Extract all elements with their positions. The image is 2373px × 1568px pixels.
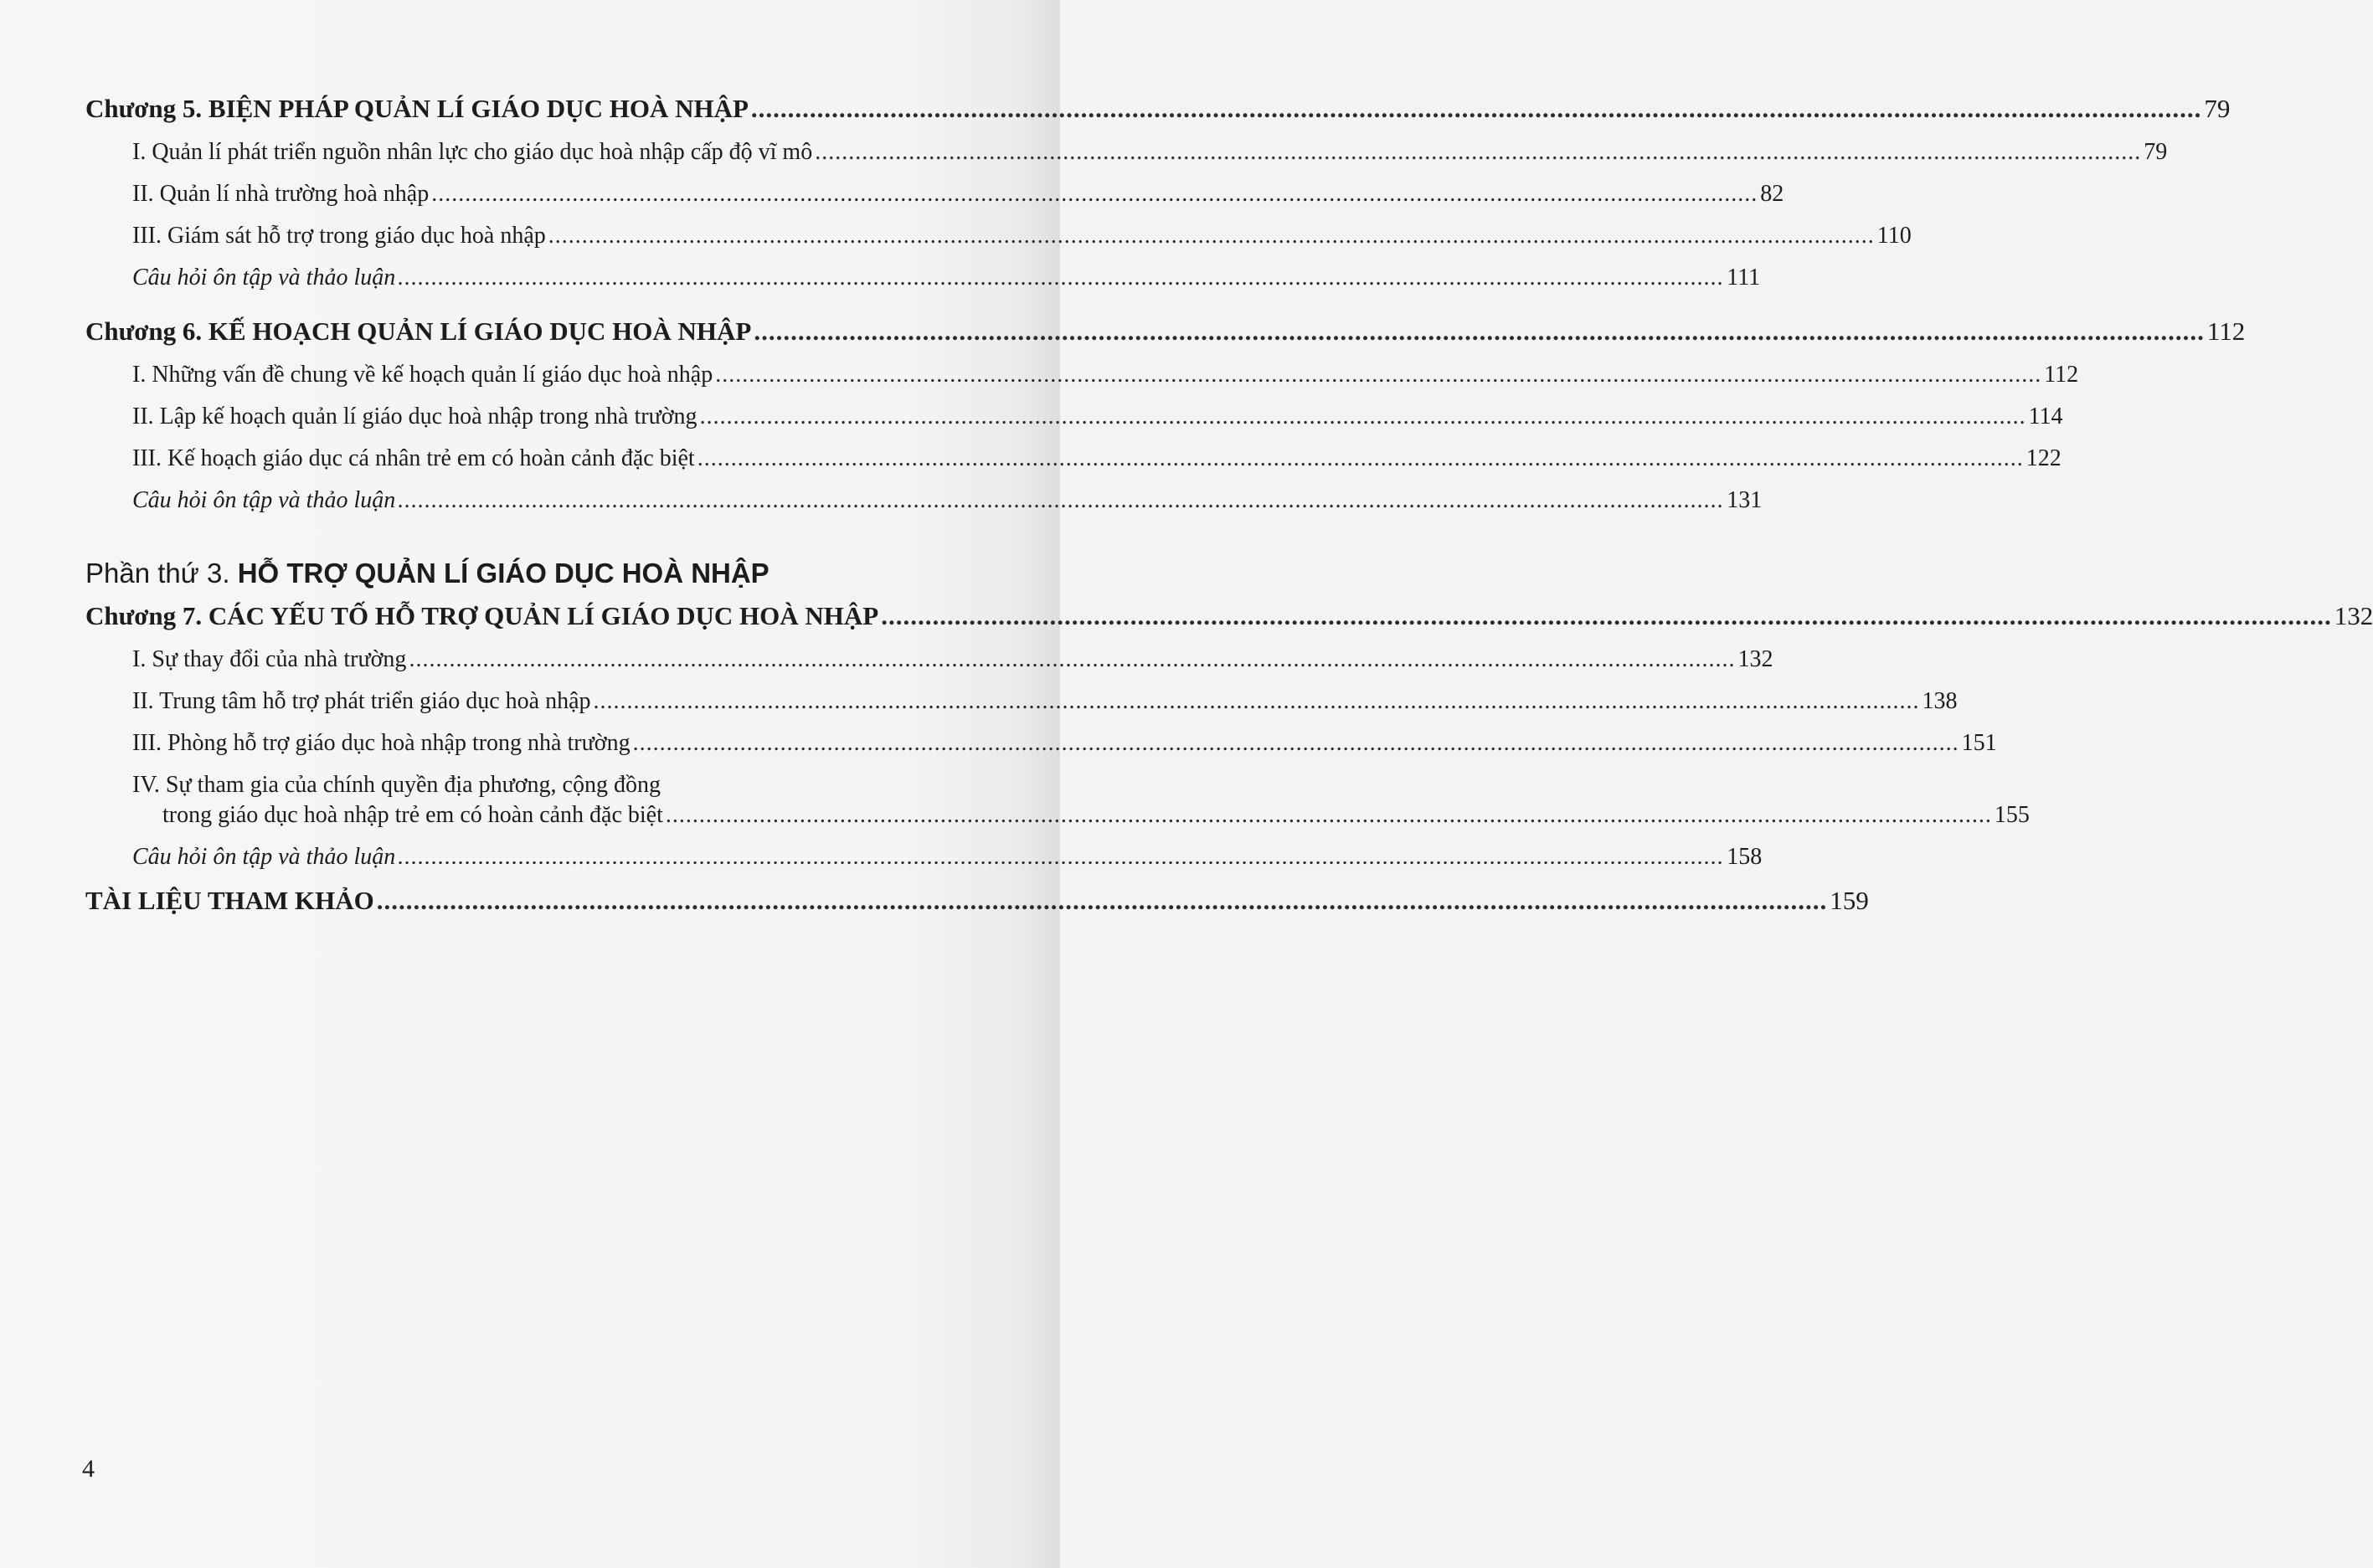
page-ref: 111 <box>1727 265 1761 290</box>
toc-references[interactable] <box>85 886 1869 916</box>
toc-item[interactable] <box>85 362 2079 388</box>
chapter-title: Chương 5. BIỆN PHÁP QUẢN LÍ GIÁO DỤC HOÀ NHẬP <box>85 94 749 123</box>
page-ref: 112 <box>2044 362 2079 388</box>
dot-leader: ...................................................................................................................................................................................................... <box>750 94 2202 123</box>
toc-item[interactable] <box>85 688 1958 715</box>
dot-leader: ...................................................................................................................................................................................................... <box>754 316 2205 346</box>
item-title: II. Quản lí nhà trường hoà nhập <box>132 181 430 207</box>
toc-chapter-5[interactable] <box>85 94 2231 124</box>
review-title: Câu hỏi ôn tập và thảo luận <box>132 265 396 290</box>
toc-item[interactable] <box>85 139 2168 166</box>
page-ref: 82 <box>1760 181 1784 207</box>
part-label: Phần thứ 3. <box>85 558 230 589</box>
page-number: 4 <box>82 1455 95 1483</box>
toc-review[interactable] <box>85 487 1763 514</box>
review-title: Câu hỏi ôn tập và thảo luận <box>132 487 396 513</box>
dot-leader: ...................................................................................................................................................................................................... <box>715 362 2042 388</box>
page-ref: 151 <box>1961 730 1997 756</box>
dot-leader: ...................................................................................................................................................................................................... <box>431 181 1758 207</box>
page-ref: 132 <box>1737 646 1773 672</box>
item-title: trong giáo dục hoà nhập trẻ em có hoàn cảnh đặc biệt <box>162 802 663 828</box>
page-ref: 159 <box>1830 886 1869 915</box>
dot-leader: ...................................................................................................................................................................................................... <box>593 688 1920 714</box>
item-title: III. Phòng hỗ trợ giáo dục hoà nhập trong nhà trường <box>132 730 631 756</box>
item-title: II. Trung tâm hỗ trợ phát triển giáo dục hoà nhập <box>132 688 591 714</box>
page-ref: 155 <box>1994 802 2030 828</box>
toc-item[interactable] <box>85 730 1997 757</box>
toc-item-4-line-1[interactable]: IV. Sự tham gia của chính quyền địa phương, cộng đồng <box>132 772 661 798</box>
page-ref: 110 <box>1876 223 1912 249</box>
page-ref: 158 <box>1727 844 1763 870</box>
toc-item[interactable] <box>85 181 1784 208</box>
dot-leader: ...................................................................................................................................................................................................... <box>697 445 2024 471</box>
page-ref: 138 <box>1922 688 1958 714</box>
item-title: II. Lập kế hoạch quản lí giáo dục hoà nhập trong nhà trường <box>132 404 697 429</box>
review-title: Câu hỏi ôn tập và thảo luận <box>132 844 396 870</box>
chapter-title: Chương 6. KẾ HOẠCH QUẢN LÍ GIÁO DỤC HOÀ NHẬP <box>85 316 752 346</box>
toc-item[interactable] <box>85 404 2063 430</box>
references-title: TÀI LIỆU THAM KHẢO <box>85 886 374 915</box>
item-title: I. Sự thay đổi của nhà trường <box>132 646 407 672</box>
dot-leader: ...................................................................................................................................................................................................... <box>699 404 2026 429</box>
dot-leader: ...................................................................................................................................................................................................... <box>881 601 2332 630</box>
dot-leader: ...................................................................................................................................................................................................... <box>398 844 1725 870</box>
item-title: I. Những vấn đề chung về kế hoạch quản lí giáo dục hoà nhập <box>132 362 713 388</box>
dot-leader: ...................................................................................................................................................................................................... <box>376 886 1828 915</box>
item-title: III. Kế hoạch giáo dục cá nhân trẻ em có hoàn cảnh đặc biệt <box>132 445 695 471</box>
toc-item[interactable] <box>85 646 1773 673</box>
dot-leader: ...................................................................................................................................................................................................... <box>548 223 1875 249</box>
dot-leader: ...................................................................................................................................................................................................... <box>632 730 1959 756</box>
item-title: I. Quản lí phát triển nguồn nhân lực cho giáo dục hoà nhập cấp độ vĩ mô <box>132 139 813 165</box>
page-ref: 122 <box>2026 445 2062 471</box>
dot-leader: ...................................................................................................................................................................................................... <box>815 139 2142 165</box>
page-ref: 79 <box>2144 139 2168 165</box>
toc-part-3-heading <box>85 558 990 589</box>
toc-item-4-line-2[interactable] <box>85 802 2030 829</box>
page-ref: 112 <box>2206 316 2246 346</box>
dot-leader: ...................................................................................................................................................................................................... <box>409 646 1736 672</box>
dot-leader: ...................................................................................................................................................................................................... <box>398 265 1725 290</box>
part-title: HỖ TRỢ QUẢN LÍ GIÁO DỤC HOÀ NHẬP <box>237 558 770 589</box>
page-ref: 114 <box>2028 404 2063 429</box>
toc-review[interactable] <box>85 844 1763 871</box>
toc-review[interactable] <box>85 265 1761 291</box>
dot-leader: ...................................................................................................................................................................................................... <box>398 487 1725 513</box>
chapter-title: Chương 7. CÁC YẾU TỐ HỖ TRỢ QUẢN LÍ GIÁO DỤC HOÀ NHẬP <box>85 601 879 630</box>
item-title: III. Giám sát hỗ trợ trong giáo dục hoà nhập <box>132 223 546 249</box>
toc-chapter-7[interactable] <box>85 601 2373 631</box>
page-ref: 79 <box>2204 94 2231 123</box>
table-of-contents <box>85 94 2373 931</box>
page-ref: 131 <box>1727 487 1763 513</box>
toc-item[interactable] <box>85 223 1912 249</box>
dot-leader: ...................................................................................................................................................................................................... <box>665 802 1992 828</box>
page-ref: 132 <box>2334 601 2373 630</box>
toc-chapter-6[interactable] <box>85 316 2246 347</box>
toc-item[interactable] <box>85 445 2062 472</box>
